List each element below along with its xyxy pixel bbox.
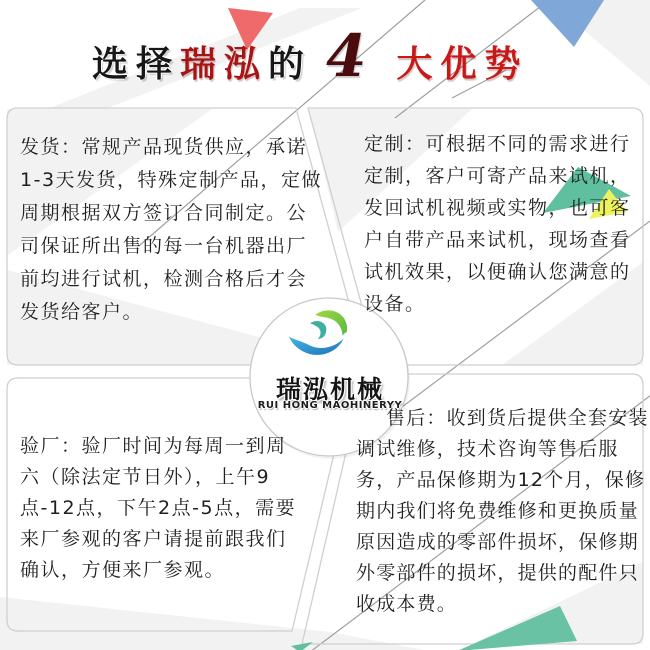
- title-brand: 瑞泓: [180, 44, 269, 85]
- logo-name-cn: 瑞泓机械: [275, 375, 384, 404]
- title-choose: 选择: [92, 44, 181, 85]
- logo-name-en: RUI HONG MAOHINERYY: [257, 400, 403, 411]
- title-of: 的: [268, 44, 313, 85]
- title-advantages: 大优势: [396, 44, 529, 85]
- page-title: [92, 22, 528, 90]
- card-factory-visit-text: 验厂：验厂时间为每周一到周六（除法定节日外），上午9点-12点，下午2点-5点，需要来厂参观的客户请提前跟我们确认，方便来厂参观。: [20, 435, 297, 581]
- card-customization-text: 定制：可根据不同的需求进行定制，客户可寄产品来试机，发回试机视频或实物，也可客户自带产品来试机，现场查看试机效果，以便确认您满意的设备。: [364, 133, 631, 315]
- card-after-sales-text: 售后：收到货后提供全套安装调试维修，技术咨询等售后服务，产品保修期为12个月，保修期内我们将免费维修和更换质量原因造成的零部件损坏，保修期外零部件的损坏，提供的配件只收成本费。: [356, 407, 649, 615]
- title-number: 4: [326, 22, 367, 90]
- card-shipping-text: 发货：常规产品现货供应，承诺1-3天发货，特殊定制产品，定做周期根据双方签订合同制定。公司保证所出售的每一台机器出厂前均进行试机，检测合格后才会发货给客户。: [20, 136, 323, 323]
